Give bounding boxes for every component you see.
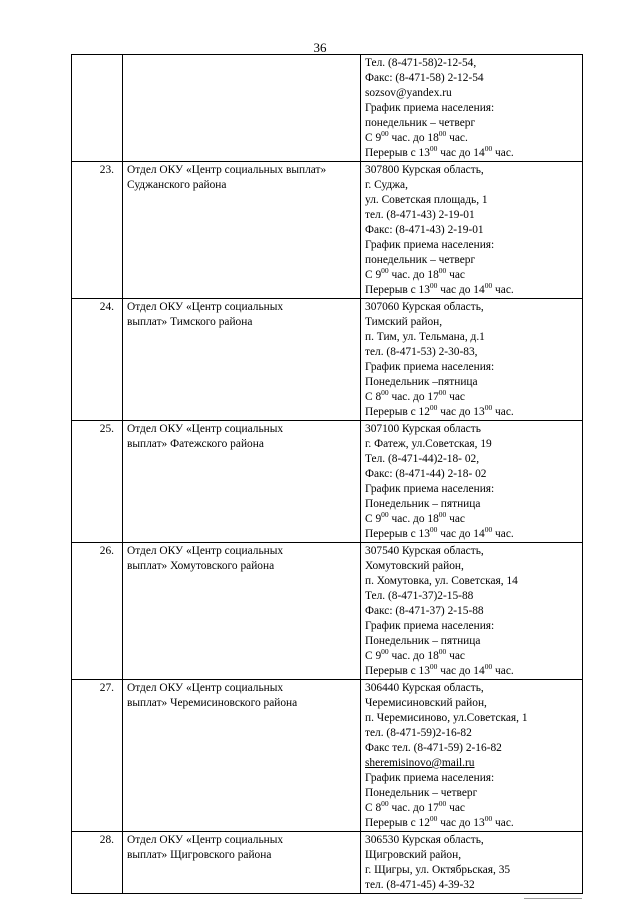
minutes-superscript: 00 — [438, 266, 447, 275]
contact-line: тел. (8-471-43) 2-19-01 — [365, 209, 475, 221]
office-name-line: выплат» Хомутовского района — [127, 560, 275, 572]
schedule-text: Перерыв с 13 — [365, 665, 430, 677]
table-row — [72, 421, 583, 543]
contact-line: Понедельник –пятница — [365, 376, 478, 388]
contact-line: понедельник – четверг — [365, 117, 476, 129]
office-name-cell — [123, 299, 361, 421]
contact-line: Факс: (8-471-44) 2-18- 02 — [365, 468, 487, 480]
schedule-line — [365, 527, 579, 542]
contact-info-cell — [361, 55, 583, 162]
row-number: 26. — [72, 543, 123, 680]
table-row — [72, 543, 583, 680]
table-row — [72, 162, 583, 299]
contact-line: Тимский район, — [365, 316, 443, 328]
footer-rule — [524, 898, 582, 899]
contact-line: График приема населения: — [365, 620, 495, 632]
contact-line: Щигровский район, — [365, 849, 462, 861]
minutes-superscript: 00 — [438, 799, 447, 808]
contact-info-cell — [361, 680, 583, 832]
minutes-superscript: 00 — [381, 647, 389, 656]
schedule-text: час. до 18 — [391, 650, 439, 662]
minutes-superscript: 00 — [381, 799, 389, 808]
contact-line: ул. Советская площадь, 1 — [365, 194, 488, 206]
contact-line: sozsov@yandex.ru — [365, 87, 452, 99]
contact-info-cell — [361, 832, 583, 894]
contact-info-cell — [361, 421, 583, 543]
contact-line: Тел. (8-471-37)2-15-88 — [365, 590, 474, 602]
office-name-cell — [123, 162, 361, 299]
contact-line: 306440 Курская область, — [365, 682, 484, 694]
schedule-text: час. — [495, 147, 514, 159]
schedule-line — [365, 146, 579, 161]
contact-line: Факс: (8-471-37) 2-15-88 — [365, 605, 484, 617]
schedule-line — [365, 649, 579, 664]
table-row — [72, 55, 583, 162]
schedule-line — [365, 390, 579, 405]
schedule-text: час — [449, 269, 465, 281]
schedule-line — [365, 268, 579, 283]
row-number: 23. — [72, 162, 123, 299]
minutes-superscript: 00 — [484, 814, 493, 823]
table-row — [72, 832, 583, 894]
schedule-text: Перерыв с 12 — [365, 406, 430, 418]
schedule-text: Перерыв с 13 — [365, 147, 430, 159]
schedule-line — [365, 512, 579, 527]
contact-line: График приема населения: — [365, 361, 495, 373]
minutes-superscript: 00 — [429, 403, 438, 412]
office-name-cell — [123, 543, 361, 680]
contact-info-cell — [361, 543, 583, 680]
schedule-line — [365, 816, 579, 831]
schedule-text: час. до 18 — [391, 513, 439, 525]
schedule-text: час. до 18 — [391, 132, 439, 144]
schedule-line — [365, 405, 579, 420]
schedule-text: час — [449, 513, 465, 525]
contact-line: 307060 Курская область, — [365, 301, 484, 313]
contact-line: График приема населения: — [365, 772, 495, 784]
schedule-text: час. — [495, 817, 514, 829]
schedule-text: С 8 — [365, 391, 382, 403]
minutes-superscript: 00 — [429, 281, 438, 290]
schedule-text: час — [449, 802, 465, 814]
minutes-superscript: 00 — [429, 144, 438, 153]
contact-line: Понедельник – пятница — [365, 498, 481, 510]
contact-info-cell — [361, 299, 583, 421]
contact-line: Факс: (8-471-43) 2-19-01 — [365, 224, 484, 236]
schedule-text: С 9 — [365, 269, 382, 281]
minutes-superscript: 00 — [438, 129, 447, 138]
schedule-text: час — [449, 650, 465, 662]
minutes-superscript: 00 — [381, 510, 389, 519]
schedule-text: час. — [495, 284, 514, 296]
minutes-superscript: 00 — [484, 403, 493, 412]
minutes-superscript: 00 — [484, 662, 493, 671]
contact-line: п. Тим, ул. Тельмана, д.1 — [365, 331, 485, 343]
contact-line: Хомутовский район, — [365, 560, 464, 572]
table-row — [72, 299, 583, 421]
schedule-text: Перерыв с 12 — [365, 817, 430, 829]
contact-line: График приема населения: — [365, 239, 495, 251]
schedule-text: час. — [495, 528, 514, 540]
row-number: 28. — [72, 832, 123, 894]
minutes-superscript: 00 — [429, 814, 438, 823]
page-number: 36 — [313, 40, 327, 55]
row-number: 25. — [72, 421, 123, 543]
office-name-line — [127, 56, 357, 71]
row-number — [72, 55, 123, 162]
contact-line: 307540 Курская область, — [365, 545, 484, 557]
office-name-cell — [123, 421, 361, 543]
contact-line: График приема населения: — [365, 102, 495, 114]
minutes-superscript: 00 — [438, 510, 447, 519]
contact-line: Факс тел. (8-471-59) 2-16-82 — [365, 742, 502, 754]
contact-line: Факс: (8-471-58) 2-12-54 — [365, 72, 484, 84]
minutes-superscript: 00 — [381, 129, 389, 138]
schedule-text: час до 13 — [440, 817, 485, 829]
office-name-cell — [123, 832, 361, 894]
schedule-text: час. — [495, 665, 514, 677]
contact-line: п. Черемисиново, ул.Советская, 1 — [365, 712, 528, 724]
office-name-line: Отдел ОКУ «Центр социальных — [127, 545, 284, 557]
schedule-text: С 9 — [365, 132, 382, 144]
schedule-text: С 8 — [365, 802, 382, 814]
contact-line: Тел. (8-471-58)2-12-54, — [365, 57, 477, 69]
office-name-line — [127, 71, 357, 86]
office-name-cell — [123, 680, 361, 832]
contact-line: График приема населения: — [365, 483, 495, 495]
contact-line: г. Фатеж, ул.Советская, 19 — [365, 438, 492, 450]
table-row — [72, 680, 583, 832]
office-name-line: Отдел ОКУ «Центр социальных выплат» — [127, 164, 327, 176]
minutes-superscript: 00 — [429, 525, 438, 534]
contact-line: 307800 Курская область, — [365, 164, 484, 176]
office-name-line: Отдел ОКУ «Центр социальных — [127, 301, 284, 313]
schedule-text: Перерыв с 13 — [365, 528, 430, 540]
contact-info-cell — [361, 162, 583, 299]
schedule-line — [365, 664, 579, 679]
office-name-line: выплат» Черемисиновского района — [127, 697, 298, 709]
minutes-superscript: 00 — [484, 281, 493, 290]
minutes-superscript: 00 — [438, 388, 447, 397]
office-name-line: Отдел ОКУ «Центр социальных — [127, 423, 284, 435]
contact-line: п. Хомутовка, ул. Советская, 14 — [365, 575, 518, 587]
schedule-text: час. — [495, 406, 514, 418]
schedule-text: час до 13 — [440, 406, 485, 418]
offices-table — [71, 54, 583, 894]
row-number: 24. — [72, 299, 123, 421]
schedule-text: час до 14 — [440, 147, 485, 159]
schedule-text: час. до 18 — [391, 269, 439, 281]
schedule-text: С 9 — [365, 650, 382, 662]
office-name-line: Отдел ОКУ «Центр социальных — [127, 834, 284, 846]
row-number: 27. — [72, 680, 123, 832]
schedule-text: час до 14 — [440, 284, 485, 296]
email-link[interactable]: sheremisinovo@mail.ru — [365, 757, 475, 769]
minutes-superscript: 00 — [381, 266, 389, 275]
contact-line: понедельник – четверг — [365, 254, 476, 266]
contact-line: г. Щигры, ул. Октябрьская, 35 — [365, 864, 511, 876]
contact-line: тел. (8-471-45) 4-39-32 — [365, 879, 475, 891]
office-name-cell — [123, 55, 361, 162]
schedule-text: час. — [449, 132, 468, 144]
contact-line: Черемисиновский район, — [365, 697, 487, 709]
minutes-superscript: 00 — [381, 388, 389, 397]
office-name-line: Отдел ОКУ «Центр социальных — [127, 682, 284, 694]
minutes-superscript: 00 — [484, 525, 493, 534]
schedule-text: час — [449, 391, 465, 403]
office-name-line: выплат» Фатежского района — [127, 438, 264, 450]
contact-line: тел. (8-471-53) 2-30-83, — [365, 346, 478, 358]
minutes-superscript: 00 — [438, 647, 447, 656]
contact-line: Понедельник – пятница — [365, 635, 481, 647]
schedule-text: час. до 17 — [391, 391, 439, 403]
office-name-line: Суджанского района — [127, 179, 227, 191]
schedule-text: Перерыв с 13 — [365, 284, 430, 296]
contact-line: тел. (8-471-59)2-16-82 — [365, 727, 472, 739]
schedule-text: час до 14 — [440, 528, 485, 540]
schedule-text: С 9 — [365, 513, 382, 525]
contact-line: Понедельник – четверг — [365, 787, 478, 799]
contact-line: Тел. (8-471-44)2-18- 02, — [365, 453, 480, 465]
office-name-line: выплат» Щигровского района — [127, 849, 272, 861]
schedule-line — [365, 131, 579, 146]
contact-line: г. Суджа, — [365, 179, 408, 191]
contact-line: 307100 Курская область — [365, 423, 481, 435]
contact-line: 306530 Курская область, — [365, 834, 484, 846]
schedule-line — [365, 283, 579, 298]
schedule-text: час. до 17 — [391, 802, 439, 814]
office-name-line: выплат» Тимского района — [127, 316, 253, 328]
offices-table-body — [72, 55, 583, 894]
schedule-text: час до 14 — [440, 665, 485, 677]
minutes-superscript: 00 — [484, 144, 493, 153]
schedule-line — [365, 801, 579, 816]
minutes-superscript: 00 — [429, 662, 438, 671]
